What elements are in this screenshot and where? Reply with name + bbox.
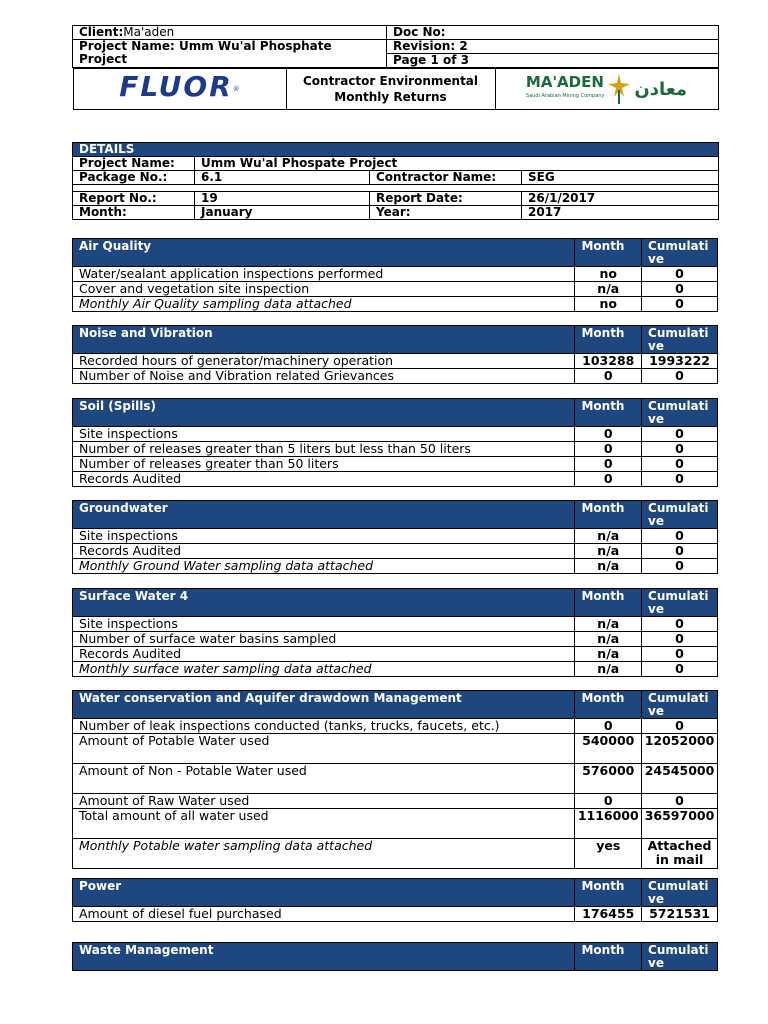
maaden-logo-text: MA'ADEN bbox=[525, 73, 604, 91]
section-title: Air Quality bbox=[73, 239, 575, 267]
table-row bbox=[73, 529, 718, 544]
title-line-1: Contractor Environmental bbox=[302, 74, 479, 88]
table-row bbox=[73, 907, 718, 922]
row-label: Amount of diesel fuel purchased bbox=[73, 907, 575, 922]
logo-row bbox=[73, 68, 719, 110]
fluor-logo-text: FLUOR bbox=[119, 69, 233, 103]
table-row bbox=[73, 617, 718, 632]
row-label: Number of releases greater than 50 liters bbox=[73, 457, 575, 472]
month-value: 176455 bbox=[575, 907, 642, 922]
section-title: Soil (Spills) bbox=[73, 399, 575, 427]
maaden-logo-arabic: معادن bbox=[634, 78, 688, 100]
cumulative-value: Attached in mail bbox=[642, 839, 718, 869]
cumulative-value: 0 bbox=[642, 544, 718, 559]
month-value: 0 bbox=[575, 472, 642, 487]
project-name-label: Project Name: bbox=[73, 157, 195, 171]
groundwater-table bbox=[72, 500, 718, 574]
cumulative-value: 36597000 bbox=[642, 809, 718, 839]
table-row bbox=[73, 297, 718, 312]
row-label: Monthly Ground Water sampling data attached bbox=[73, 559, 575, 574]
table-row bbox=[73, 472, 718, 487]
table-row bbox=[73, 369, 718, 384]
table-row bbox=[73, 839, 718, 869]
table-row bbox=[73, 719, 718, 734]
cumulative-value: 0 bbox=[642, 267, 718, 282]
section-header bbox=[73, 943, 718, 971]
row-label: Records Audited bbox=[73, 647, 575, 662]
row-label: Water/sealant application inspections performed bbox=[73, 267, 575, 282]
doc-no: Doc No: bbox=[387, 26, 719, 40]
table-row bbox=[73, 544, 718, 559]
table-row bbox=[73, 764, 718, 794]
year-value: 2017 bbox=[522, 206, 719, 220]
cumulative-value: 0 bbox=[642, 617, 718, 632]
cumulative-value: 0 bbox=[642, 297, 718, 312]
month-value: n/a bbox=[575, 544, 642, 559]
revision: Revision: 2 bbox=[387, 40, 719, 54]
row-label: Site inspections bbox=[73, 427, 575, 442]
month-column-header: Month bbox=[575, 691, 642, 719]
cumulative-value: 0 bbox=[642, 719, 718, 734]
surface-water-table bbox=[72, 588, 718, 677]
cumulative-value: 0 bbox=[642, 369, 718, 384]
cumulative-value: 1993222 bbox=[642, 354, 718, 369]
month-column-header: Month bbox=[575, 943, 642, 971]
month-column-header: Month bbox=[575, 399, 642, 427]
month-value: 0 bbox=[575, 457, 642, 472]
details-table bbox=[72, 142, 719, 220]
cumulative-value: 0 bbox=[642, 427, 718, 442]
month-label: Month: bbox=[73, 206, 195, 220]
section-title: Power bbox=[73, 879, 575, 907]
month-column-header: Month bbox=[575, 239, 642, 267]
month-column-header: Month bbox=[575, 879, 642, 907]
soil-spills-table bbox=[72, 398, 718, 487]
row-label: Amount of Potable Water used bbox=[73, 734, 575, 764]
cumulative-value: 0 bbox=[642, 529, 718, 544]
document-title bbox=[286, 69, 495, 110]
month-value: yes bbox=[575, 839, 642, 869]
table-row bbox=[73, 794, 718, 809]
month-value: 0 bbox=[575, 369, 642, 384]
contractor-label: Contractor Name: bbox=[370, 171, 522, 185]
table-row bbox=[73, 559, 718, 574]
cumulative-column-header: Cumulative bbox=[642, 501, 718, 529]
section-title: Water conservation and Aquifer drawdown Management bbox=[73, 691, 575, 719]
month-value: n/a bbox=[575, 529, 642, 544]
fluor-logo: FLUOR® bbox=[73, 69, 286, 110]
cumulative-value: 0 bbox=[642, 794, 718, 809]
month-value: n/a bbox=[575, 662, 642, 677]
table-row bbox=[73, 809, 718, 839]
section-header bbox=[73, 239, 718, 267]
cumulative-value: 0 bbox=[642, 472, 718, 487]
cumulative-value: 5721531 bbox=[642, 907, 718, 922]
report-date-value: 26/1/2017 bbox=[522, 192, 719, 206]
project-name-header: Project Name: Umm Wu'al Phosphate Project bbox=[73, 40, 387, 68]
month-value: 1116000 bbox=[575, 809, 642, 839]
row-label: Monthly Potable water sampling data attached bbox=[73, 839, 575, 869]
package-label: Package No.: bbox=[73, 171, 195, 185]
row-label: Site inspections bbox=[73, 617, 575, 632]
table-row bbox=[73, 282, 718, 297]
row-label: Monthly surface water sampling data attached bbox=[73, 662, 575, 677]
month-value: 0 bbox=[575, 427, 642, 442]
cumulative-value: 0 bbox=[642, 647, 718, 662]
row-label: Amount of Raw Water used bbox=[73, 794, 575, 809]
section-title: Surface Water 4 bbox=[73, 589, 575, 617]
client-label: Client: bbox=[79, 25, 124, 39]
month-value: 103288 bbox=[575, 354, 642, 369]
section-header bbox=[73, 691, 718, 719]
table-row bbox=[73, 647, 718, 662]
month-value: n/a bbox=[575, 647, 642, 662]
cumulative-column-header: Cumulative bbox=[642, 691, 718, 719]
table-row bbox=[73, 632, 718, 647]
maaden-star-icon bbox=[608, 74, 630, 104]
cumulative-value: 12052000 bbox=[642, 734, 718, 764]
row-label: Cover and vegetation site inspection bbox=[73, 282, 575, 297]
month-value: January bbox=[195, 206, 370, 220]
month-column-header: Month bbox=[575, 501, 642, 529]
row-label: Site inspections bbox=[73, 529, 575, 544]
contractor-value: SEG bbox=[522, 171, 719, 185]
month-value: no bbox=[575, 297, 642, 312]
table-row bbox=[73, 734, 718, 764]
cumulative-column-header: Cumulative bbox=[642, 879, 718, 907]
row-label: Number of surface water basins sampled bbox=[73, 632, 575, 647]
month-value: no bbox=[575, 267, 642, 282]
row-label: Records Audited bbox=[73, 544, 575, 559]
section-title: Waste Management bbox=[73, 943, 575, 971]
month-value: 540000 bbox=[575, 734, 642, 764]
section-header bbox=[73, 399, 718, 427]
cumulative-value: 0 bbox=[642, 282, 718, 297]
cumulative-value: 0 bbox=[642, 442, 718, 457]
table-row bbox=[73, 457, 718, 472]
month-value: 0 bbox=[575, 794, 642, 809]
document-header bbox=[72, 25, 719, 110]
client-cell bbox=[73, 26, 387, 40]
cumulative-column-header: Cumulative bbox=[642, 239, 718, 267]
cumulative-column-header: Cumulative bbox=[642, 399, 718, 427]
table-row bbox=[73, 354, 718, 369]
section-header bbox=[73, 501, 718, 529]
report-no-value: 19 bbox=[195, 192, 370, 206]
section-title: Groundwater bbox=[73, 501, 575, 529]
maaden-logo bbox=[495, 69, 718, 110]
section-title: Noise and Vibration bbox=[73, 326, 575, 354]
table-row bbox=[73, 267, 718, 282]
table-row bbox=[73, 662, 718, 677]
report-date-label: Report Date: bbox=[370, 192, 522, 206]
cumulative-value: 0 bbox=[642, 662, 718, 677]
month-column-header: Month bbox=[575, 589, 642, 617]
row-label: Total amount of all water used bbox=[73, 809, 575, 839]
cumulative-column-header: Cumulative bbox=[642, 326, 718, 354]
cumulative-value: 0 bbox=[642, 559, 718, 574]
month-value: 0 bbox=[575, 442, 642, 457]
power-table bbox=[72, 878, 718, 922]
row-label: Number of leak inspections conducted (tanks, trucks, faucets, etc.) bbox=[73, 719, 575, 734]
row-label: Recorded hours of generator/machinery operation bbox=[73, 354, 575, 369]
water-conservation-table bbox=[72, 690, 718, 869]
section-header bbox=[73, 879, 718, 907]
month-value: n/a bbox=[575, 632, 642, 647]
cumulative-value: 24545000 bbox=[642, 764, 718, 794]
details-heading: DETAILS bbox=[73, 143, 719, 157]
page-number: Page 1 of 3 bbox=[387, 54, 719, 68]
cumulative-column-header: Cumulative bbox=[642, 589, 718, 617]
month-value: 0 bbox=[575, 719, 642, 734]
project-name-value: Umm Wu'al Phospate Project bbox=[195, 157, 719, 171]
cumulative-column-header: Cumulative bbox=[642, 943, 718, 971]
maaden-logo-sub: Saudi Arabian Mining Company bbox=[525, 93, 605, 99]
table-row bbox=[73, 427, 718, 442]
month-value: n/a bbox=[575, 559, 642, 574]
row-label: Amount of Non - Potable Water used bbox=[73, 764, 575, 794]
year-label: Year: bbox=[370, 206, 522, 220]
row-label: Monthly Air Quality sampling data attached bbox=[73, 297, 575, 312]
month-value: 576000 bbox=[575, 764, 642, 794]
month-value: n/a bbox=[575, 282, 642, 297]
table-row bbox=[73, 442, 718, 457]
month-column-header: Month bbox=[575, 326, 642, 354]
row-label: Number of releases greater than 5 liters but less than 50 liters bbox=[73, 442, 575, 457]
air-quality-table bbox=[72, 238, 718, 312]
title-line-2: Monthly Returns bbox=[334, 90, 447, 104]
report-no-label: Report No.: bbox=[73, 192, 195, 206]
cumulative-value: 0 bbox=[642, 632, 718, 647]
client-value: Ma'aden bbox=[123, 25, 175, 39]
cumulative-value: 0 bbox=[642, 457, 718, 472]
noise-vibration-table bbox=[72, 325, 718, 384]
month-value: n/a bbox=[575, 617, 642, 632]
row-label: Records Audited bbox=[73, 472, 575, 487]
package-value: 6.1 bbox=[195, 171, 370, 185]
row-label: Number of Noise and Vibration related Grievances bbox=[73, 369, 575, 384]
section-header bbox=[73, 589, 718, 617]
section-header bbox=[73, 326, 718, 354]
waste-management-table bbox=[72, 942, 718, 971]
